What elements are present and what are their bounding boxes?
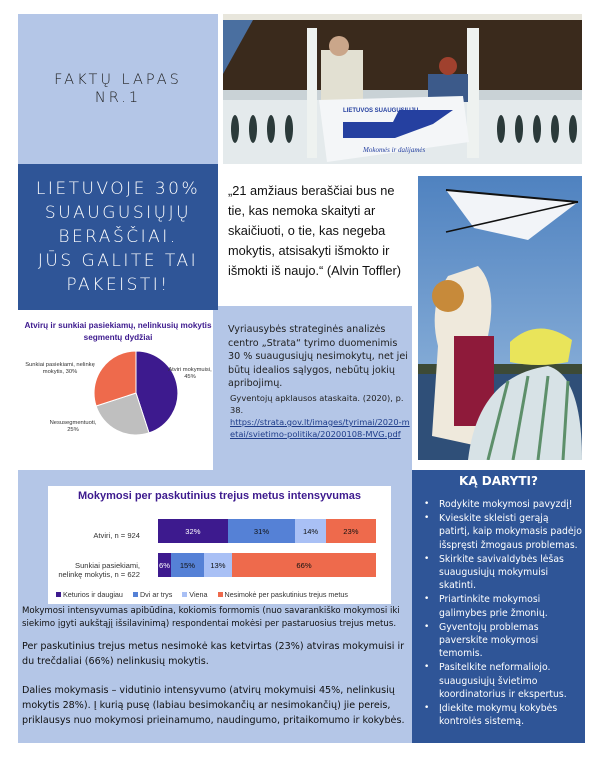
kite-photo — [418, 176, 582, 460]
pie-label-open: Atviri mokymuisi, 45% — [168, 367, 212, 380]
legend-item: Dvi ar trys — [133, 590, 172, 599]
bar-seg-four-plus: 6 % — [158, 553, 171, 577]
bar-seg-one: 14 % — [295, 519, 326, 543]
bar-seg-none: 23 % — [326, 519, 376, 543]
headline-line: LIETUVOJE 30% — [35, 179, 201, 199]
strata-reference — [230, 392, 410, 440]
reference-citation: Gyventojų apklausos ataskaita. (2020), p. 38. — [230, 393, 404, 415]
headline-line: JŪS GALITE TAI — [37, 251, 199, 271]
photo-illustration — [223, 14, 582, 164]
action-item: • Priartinkite mokymosi galimybes prie žmonių. — [422, 593, 582, 619]
pie-label-hard-to-reach: Sunkiai pasiekiami, nelinkę mokytis, 30% — [25, 362, 95, 375]
banner-slogan: Mokomės ir dalijamės — [363, 146, 426, 154]
headline-line: BERAŠČIAI. — [58, 227, 178, 247]
legend-item: Keturios ir daugiau — [56, 590, 123, 599]
action-item: • Kvieskite skleisti gerąją patirtį, kaip mokymasis padėjo išspręsti žmogaus problemas. — [422, 512, 582, 552]
what-to-do-box — [412, 470, 585, 743]
bar-seg-none: 66 % — [232, 553, 376, 577]
intensity-definition: Mokymosi intensyvumas apibūdina, kokiomis formomis (nuo savarankiško mokymosi iki siekimo įgyti aukštąjį išsilavinimą) respondentai mokėsi per pastaruosius trejus metus. — [22, 606, 400, 629]
legend-item: Viena — [182, 590, 207, 599]
banner-text: LIETUVOS SUAUGUSIŲJŲ — [343, 108, 419, 114]
legend-swatch — [182, 592, 187, 597]
fact-sheet-number: NR.1 — [94, 90, 142, 106]
toffler-quote: „21 amžiaus beraščiai bus ne tie, kas nemoka skaityti ar skaičiuoti, o tie, kas negeba mokytis, atsisakyti išmokto ir išmokti iš naujo.“ (Alvin Toffler) — [228, 183, 402, 278]
bar-chart — [48, 486, 391, 604]
bar-seg-one: 13 % — [204, 553, 232, 577]
action-list — [422, 498, 582, 729]
pie-chart-title: Atvirų ir sunkiai pasiekiamų, nelinkusių mokytis segmentų dydžiai — [24, 321, 212, 342]
action-item: • Gyventojų problemas paverskite mokymosi temomis. — [422, 621, 582, 661]
bar-seg-two-three: 15 % — [171, 553, 204, 577]
action-item: • Pasitelkite neformaliojo. suaugusiųjų švietimo koordinatorius ir ekspertus. — [422, 661, 582, 701]
pie-chart-area — [18, 310, 213, 470]
what-to-do-title: KĄ DARYTI? — [459, 474, 538, 488]
non-learners-finding: Per paskutinius trejus metus nesimokė kas ketvirtas (23%) atviras mokymuisi ir du trečdaliai (66%) nelinkusių mokytis. — [22, 641, 405, 667]
action-item: • Įdiekite mokymų kokybės kontrolės sistemą. — [422, 702, 582, 728]
pie-chart-card — [18, 310, 218, 475]
headline-line: PAKEISTI! — [66, 275, 170, 295]
fact-sheet-title-panel — [18, 14, 218, 164]
headline-line: SUAUGUSIŲJŲ — [44, 203, 192, 223]
legend-item: Nesimokė per paskutinius trejus metus — [218, 590, 348, 599]
bar-hard-to-reach — [158, 553, 376, 577]
bar-chart-legend — [56, 590, 391, 599]
pie-chart — [18, 310, 213, 470]
bar-chart-title: Mokymosi per paskutinius trejus metus intensyvumas — [77, 490, 362, 502]
legend-swatch — [56, 592, 61, 597]
legend-swatch — [133, 592, 138, 597]
bar-seg-two-three: 31 % — [228, 519, 296, 543]
strata-statement: Vyriausybės strateginės analizės centro „Strata“ tyrimo duomenimis 30 % suaugusiųjų nesimokytų, net jei būtų idealios sąlygos, nebūtų jokių apribojimų. — [228, 324, 408, 389]
learning-intensity-section — [18, 475, 412, 743]
bar-seg-four-plus: 32 % — [158, 519, 228, 543]
action-item: • Skirkite savivaldybės lėšas suaugusiųjų mokymuisi skatinti. — [422, 553, 582, 593]
strata-report-link[interactable]: https://strata.gov.lt/images/tyrimai/2020-metai/svietimo-politika/20200108-MVG.pdf — [230, 417, 410, 439]
strata-info-box — [218, 310, 412, 475]
fact-sheet-title: FAKTŲ LAPAS — [54, 72, 182, 88]
balcony-banner-photo — [223, 14, 582, 164]
bar-row-label-hard-to-reach: Sunkiai pasiekiami, nelinkę mokytis, n = 622 — [58, 561, 140, 579]
kite-photo-illustration — [418, 176, 582, 460]
headline-panel — [18, 164, 218, 310]
bar-row-label-open: Atviri, n = 924 — [93, 531, 140, 540]
medium-intensity-finding: Dalies mokymasis – vidutinio intensyvumo (atvirų mokymuisi 45%, nelinkusių mokytis 28%). Į kurią pusę (labiau besimokančių ar nesimokančių) jie pereis, priklausys nuo mokymosi prieinamumo, naudingumo, pritaikomumo ir kokybės. — [22, 685, 405, 726]
pie-label-unsegmented: Nesusegmentuoti, 25% — [49, 420, 97, 433]
action-item: • Rodykite mokymosi pavyzdį! — [422, 498, 582, 511]
legend-swatch — [218, 592, 223, 597]
bar-open — [158, 519, 376, 543]
